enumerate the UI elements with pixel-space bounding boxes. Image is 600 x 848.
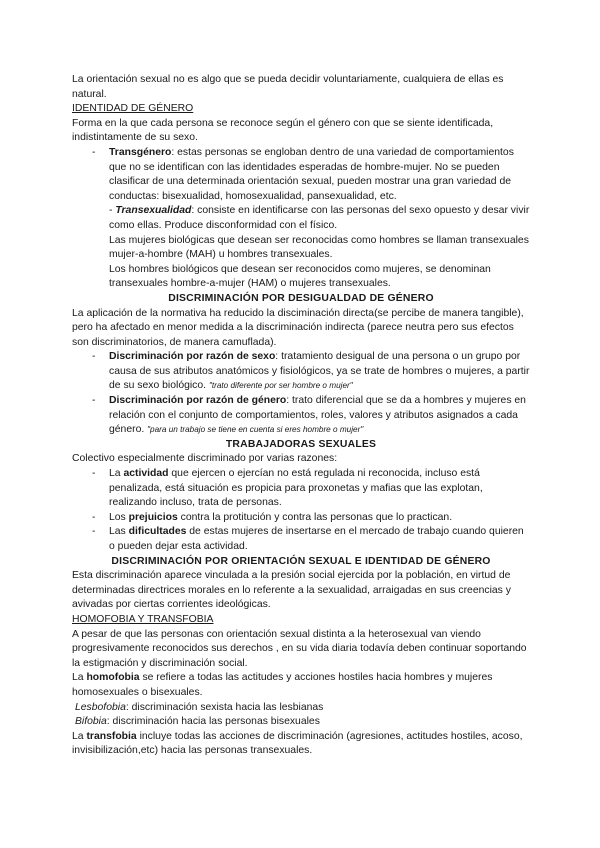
list-item bbox=[92, 511, 530, 526]
term-prejuicios: prejuicios bbox=[128, 511, 178, 523]
def-post: se refiere a todas las actitudes y acciones hostiles hacia hombres y mujeres homosexuales o bisexuales. bbox=[72, 672, 493, 698]
trabajadoras-heading: TRABAJADORAS SEXUALES bbox=[225, 438, 377, 450]
trabajadoras-list bbox=[72, 467, 530, 555]
razon-genero-quote: "para un trabajo se tiene en cuenta si eres hombre o mujer" bbox=[147, 425, 364, 435]
homofobia-paragraph: A pesar de que las personas con orientación sexual distinta a la heterosexual van viendo progresivamente reconocidos sus derechos , en su vida diaria todavía deben continuar soportando la estigmación y discriminación social. bbox=[72, 628, 527, 669]
item-pre: Las bbox=[109, 526, 129, 538]
term-homofobia: homofobia bbox=[86, 672, 140, 684]
term-transgenero: Transgénero bbox=[109, 146, 172, 158]
orientacion-heading: DISCRIMINACIÓN POR ORIENTACIÓN SEXUAL E IDENTIDAD DE GÉNERO bbox=[111, 555, 491, 567]
def-post: incluye todas las acciones de discriminación (agresiones, actitudes hostiles, acoso, invisibilización,etc) hacia las personas transexuales. bbox=[72, 730, 523, 757]
document-page bbox=[72, 73, 530, 759]
item-pre: Los bbox=[109, 511, 129, 523]
lesbofobia-text: : discriminación sexista hacia las lesbianas bbox=[125, 701, 324, 713]
desigualdad-heading: DISCRIMINACIÓN POR DESIGUALDAD DE GÉNERO bbox=[168, 292, 434, 304]
identidad-paragraph: Forma en la que cada persona se reconoce según el género con que se siente identificada, indistintamente de su sexo. bbox=[72, 117, 494, 144]
list-item bbox=[92, 146, 530, 204]
def-pre: La bbox=[72, 672, 87, 684]
item-post: que ejercen o ejercían no está regulada ni reconocida, incluso está penalizada, está situación es propicia para proxonetas y mafias que las explotan, realizando incluso, trata de personas. bbox=[109, 468, 483, 509]
term-bifobia: Bifobia bbox=[75, 716, 107, 728]
hombres-biologicos-paragraph: Los hombres biológicos que desean ser reconocidos como mujeres, se denominan transexuales hombre-a-mujer (HAM) o mujeres transexuales. bbox=[109, 263, 491, 290]
list-item bbox=[92, 525, 530, 554]
lesbofobia-line bbox=[72, 701, 530, 716]
bifobia-line bbox=[72, 715, 530, 730]
intro-paragraph: La orientación sexual no es algo que se pueda decidir voluntariamente, cualquiera de ellas es natural. bbox=[72, 74, 504, 100]
term-transfobia: transfobia bbox=[86, 730, 137, 742]
transfobia-definition bbox=[72, 730, 530, 759]
homofobia-heading: HOMOFOBIA Y TRANSFOBIA bbox=[72, 613, 214, 625]
trabajadoras-paragraph: Colectivo especialmente discriminado por varias razones: bbox=[72, 453, 338, 465]
item-pre: La bbox=[109, 468, 124, 480]
def-pre: La bbox=[72, 730, 87, 742]
homofobia-definition bbox=[72, 671, 530, 700]
term-transexualidad: Transexualidad bbox=[115, 205, 192, 217]
identidad-heading: IDENTIDAD DE GÉNERO bbox=[72, 103, 194, 115]
desigualdad-paragraph: La aplicación de la normativa ha reducido la disciminación directa(se percibe de manera tangible), pero ha afectado en menor medida a la discriminación indirecta (parece neutra pero sus efectos son discriminatorios, de manera camuflada). bbox=[72, 307, 524, 348]
term-actividad: actividad bbox=[123, 468, 169, 480]
razon-genero-text: : trato diferencial que se da a hombres y mujeres en relación con el conjunto de comportamientos, roles, valores y atributos asignados a cada género. bbox=[109, 395, 526, 436]
razon-sexo-quote: "trato diferente por ser hombre o mujer" bbox=[208, 381, 353, 391]
term-lesbofobia: Lesbofobia bbox=[75, 701, 126, 713]
term-razon-genero: Discriminación por razón de género bbox=[109, 395, 287, 407]
term-razon-sexo: Discriminación por razón de sexo bbox=[109, 351, 276, 363]
term-dificultades: dificultades bbox=[128, 526, 187, 538]
razon-sexo-text: : tratamiento desigual de una persona o un grupo por causa de sus atributos anatómicos y fisiológicos, ya se trate de hombres o mujeres, a partir de su sexo biológico. bbox=[109, 351, 530, 392]
desigualdad-list bbox=[72, 350, 530, 438]
mujeres-biologicas-paragraph: Las mujeres biológicas que desean ser reconocidas como hombres se llaman transexuales mujer-a-hombre (MAH) u hombres transexuales. bbox=[109, 234, 529, 261]
transexualidad-text: : consiste en identificarse con las personas del sexo opuesto y desar vivir como ellas. Produce disconformidad con el físico. bbox=[109, 205, 530, 231]
list-item bbox=[92, 467, 530, 511]
transgenero-text: : estas personas se engloban dentro de una variedad de comportamientos que no se identifican con las identidades esperadas de hombre-mujer. No se pueden clasificar de una determinada orientación sexual, pueden mostrar una gran variedad de conductas: bisexualidad, homosexualidad, pansexualidad, etc. bbox=[109, 146, 514, 202]
list-item bbox=[92, 350, 530, 394]
transexualidad-paragraph bbox=[72, 204, 530, 233]
orientacion-paragraph: Esta discriminación aparece vinculada a la presión social ejercida por la población, en virtud de determinadas directrices morales en lo referente a la sexualidad, arraigadas en sus creencias y avivadas por ciertas corrientes ideológicas. bbox=[72, 570, 511, 611]
bifobia-text: : discriminación hacia las personas bisexuales bbox=[106, 716, 320, 728]
item-post: de estas mujeres de insertarse en el mercado de trabajo cuando quieren o pueden dejar esta actividad. bbox=[109, 526, 524, 552]
item-post: contra la protitución y contra las personas que lo practican. bbox=[177, 511, 453, 523]
identidad-list bbox=[72, 146, 530, 204]
list-item bbox=[92, 394, 530, 438]
dash-prefix: - bbox=[109, 205, 116, 217]
